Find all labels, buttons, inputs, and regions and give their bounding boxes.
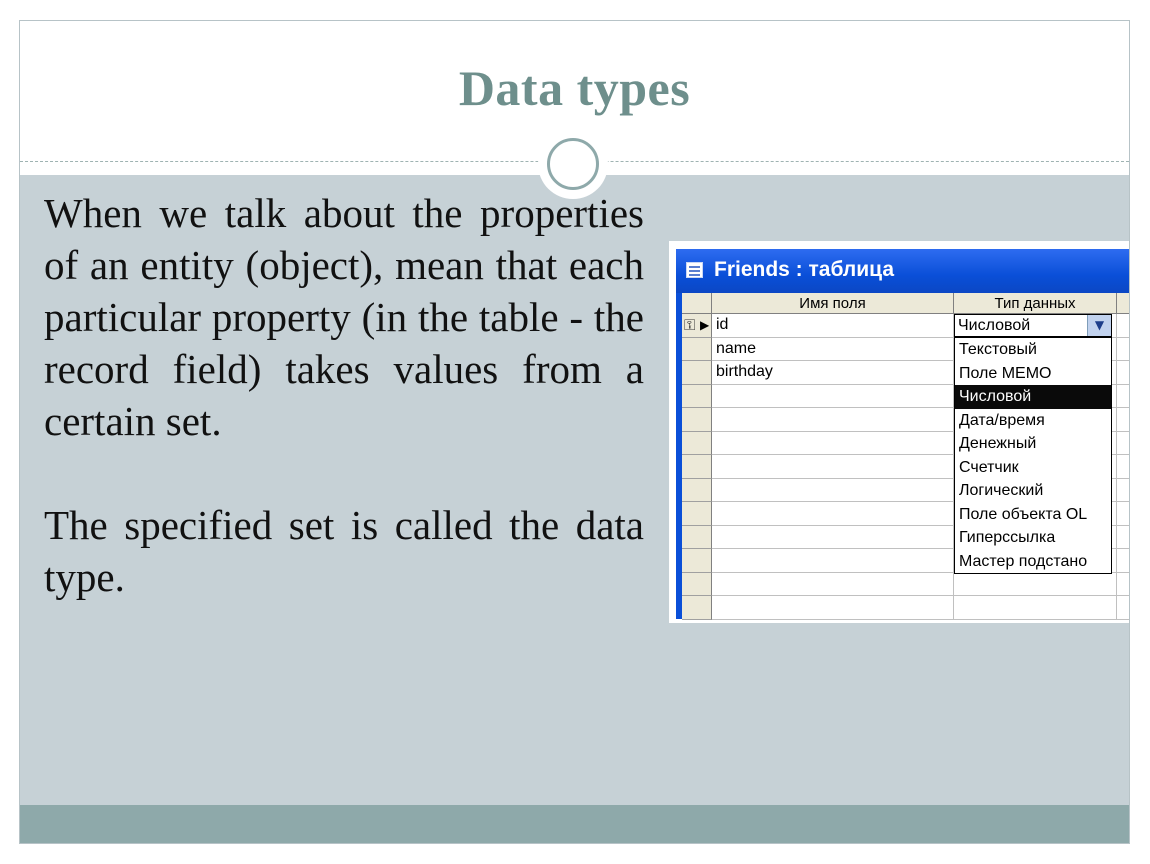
field-name-cell[interactable]: [712, 408, 954, 432]
field-name-cell[interactable]: name: [712, 338, 954, 362]
data-type-cell[interactable]: [954, 596, 1117, 620]
row-selector[interactable]: [682, 573, 712, 597]
row-selector[interactable]: [682, 549, 712, 573]
column-header-data-type[interactable]: Тип данных: [954, 293, 1117, 314]
row-selector[interactable]: [682, 479, 712, 503]
footer-bar: [20, 805, 1129, 844]
row-selector[interactable]: [682, 455, 712, 479]
dropdown-option-lookup-wizard[interactable]: Мастер подстано: [959, 552, 1088, 570]
field-name-cell[interactable]: [712, 479, 954, 503]
data-type-combo[interactable]: [954, 314, 1112, 337]
table-row[interactable]: [682, 596, 1130, 620]
field-name-cell[interactable]: [712, 526, 954, 550]
dropdown-option-hyperlink[interactable]: Гиперссылка: [959, 529, 1056, 546]
row-selector[interactable]: [682, 596, 712, 620]
field-name-cell[interactable]: birthday: [712, 361, 954, 385]
field-name-cell[interactable]: [712, 385, 954, 409]
dropdown-option-memo[interactable]: Поле MEMO: [959, 364, 1052, 382]
row-selector-header: [682, 293, 712, 314]
description-cell[interactable]: [1117, 479, 1130, 503]
field-name-cell[interactable]: id: [712, 314, 954, 338]
description-cell[interactable]: [1117, 502, 1130, 526]
description-cell[interactable]: [1117, 549, 1130, 573]
data-type-cell[interactable]: [954, 573, 1117, 597]
dropdown-option-currency[interactable]: Денежный: [959, 435, 1037, 452]
description-cell[interactable]: [1117, 455, 1130, 479]
description-cell[interactable]: [1117, 314, 1130, 338]
field-name-cell[interactable]: [712, 455, 954, 479]
row-selector[interactable]: [682, 361, 712, 385]
table-row[interactable]: [682, 573, 1130, 597]
dropdown-option-ole-object[interactable]: Поле объекта OL: [959, 505, 1088, 523]
field-name-cell[interactable]: [712, 502, 954, 526]
window-title: Friends : таблица: [714, 258, 895, 281]
slide-title: Data types: [458, 60, 691, 116]
field-name-cell[interactable]: [712, 549, 954, 573]
description-cell[interactable]: [1117, 432, 1130, 456]
description-cell[interactable]: [1117, 573, 1130, 597]
row-selector[interactable]: [682, 408, 712, 432]
data-type-dropdown-list[interactable]: [954, 337, 1112, 574]
field-name-cell[interactable]: [712, 596, 954, 620]
row-pointer-icon: ▶: [700, 318, 710, 332]
dropdown-option-number[interactable]: Числовой: [955, 385, 1111, 409]
slide: [19, 20, 1130, 844]
description-cell[interactable]: [1117, 526, 1130, 550]
dropdown-option-counter[interactable]: Счетчик: [959, 458, 1019, 476]
body-text: [44, 187, 644, 603]
row-selector[interactable]: [682, 385, 712, 409]
description-cell[interactable]: [1117, 338, 1130, 362]
row-selector[interactable]: [682, 526, 712, 550]
window-frame: [676, 249, 1130, 619]
field-name-cell[interactable]: [712, 432, 954, 456]
dropdown-option-text[interactable]: Текстовый: [959, 341, 1037, 358]
access-table-window: [669, 241, 1130, 623]
column-header-field-name[interactable]: Имя поля: [712, 293, 954, 314]
dropdown-option-logical[interactable]: Логический: [959, 482, 1044, 499]
field-name-cell[interactable]: [712, 573, 954, 597]
data-type-combo-value: Числовой: [958, 317, 1031, 334]
column-header-description[interactable]: [1117, 293, 1130, 314]
row-selector[interactable]: [682, 432, 712, 456]
row-selector[interactable]: [682, 314, 712, 338]
description-cell[interactable]: [1117, 596, 1130, 620]
description-cell[interactable]: [1117, 408, 1130, 432]
design-grid: [676, 293, 1130, 619]
description-cell[interactable]: [1117, 361, 1130, 385]
row-selector[interactable]: [682, 338, 712, 362]
chevron-down-icon[interactable]: ▼: [1087, 315, 1111, 336]
description-cell[interactable]: [1117, 385, 1130, 409]
window-titlebar[interactable]: [676, 249, 1130, 293]
row-selector[interactable]: [682, 502, 712, 526]
paragraph-entity-properties: When we talk about the properties of an entity (object), mean that each particular property (in the table - the record field) takes values from a certain set.: [44, 190, 644, 444]
key-icon: ⚿: [684, 316, 696, 334]
dropdown-option-datetime[interactable]: Дата/время: [959, 411, 1045, 429]
table-icon: [686, 262, 703, 278]
paragraph-data-type: The specified set is called the data type.: [44, 502, 644, 600]
